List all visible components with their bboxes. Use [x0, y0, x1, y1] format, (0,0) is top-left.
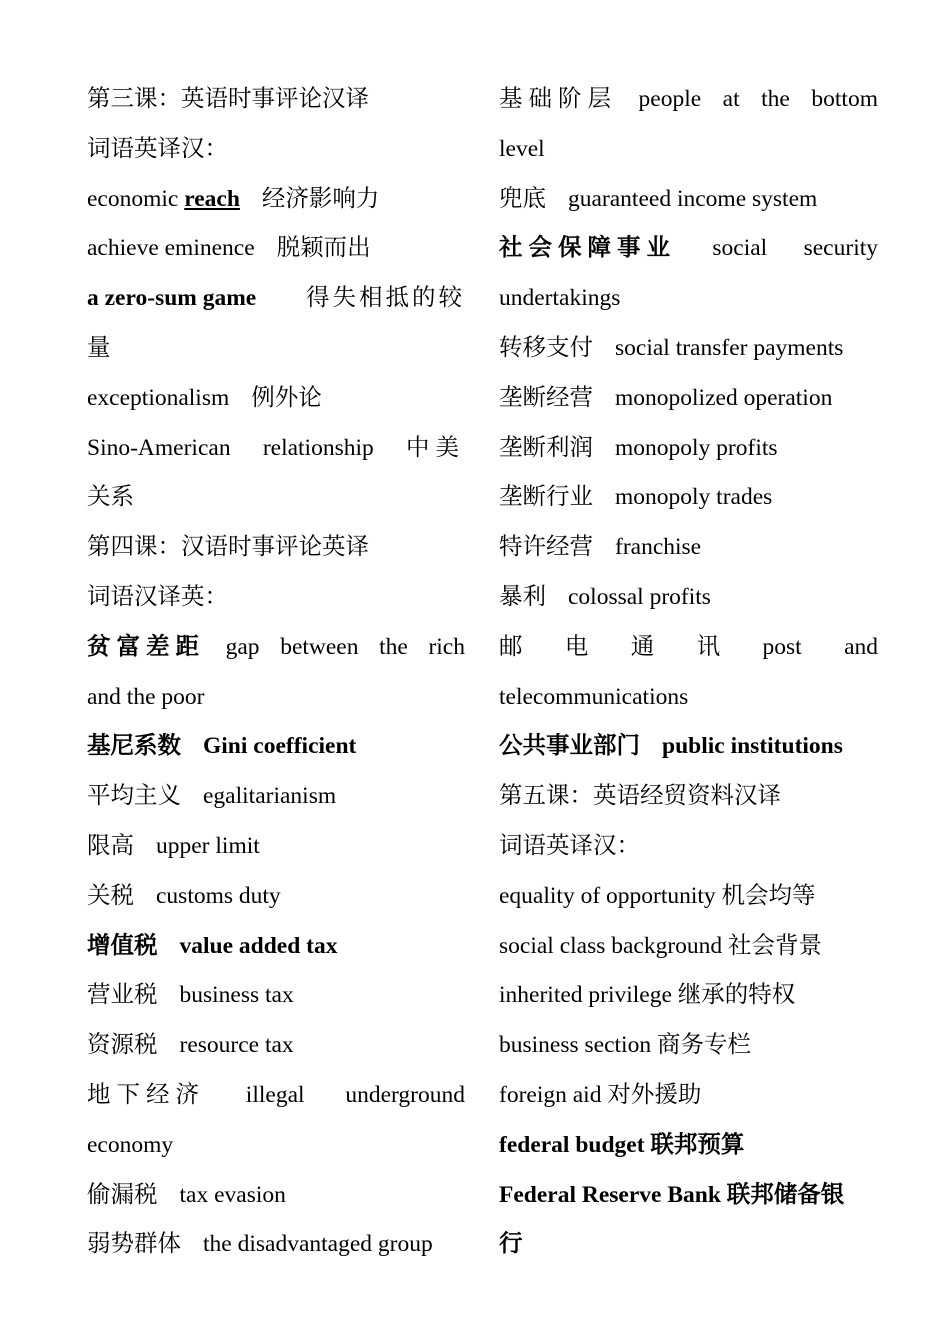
term-row: 基础阶层 people at the bottom [499, 86, 878, 112]
term-row: economic reach 经济影响力 [87, 185, 380, 212]
term-row: 转移支付 social transfer payments [499, 334, 844, 361]
term-row-continued: undertakings [499, 285, 621, 312]
term-row-continued: 关系 [87, 484, 134, 511]
term-row: a zero-sum game 得失相抵的较 [87, 285, 465, 312]
term-row: 暴利 colossal profits [499, 583, 711, 610]
term-row: achieve eminence 脱颖而出 [87, 235, 371, 262]
term-row: 公共事业部门 public institutions [499, 733, 843, 760]
term-row: 弱势群体 the disadvantaged group [87, 1231, 433, 1258]
term-row: federal budget 联邦预算 [499, 1131, 745, 1158]
term-row: 垄断利润 monopoly profits [499, 434, 778, 461]
term-row: 垄断经营 monopolized operation [499, 384, 833, 411]
term-row: 地下经济 illegal underground [87, 1081, 465, 1108]
term-row: foreign aid 对外援助 [499, 1081, 702, 1108]
term-row-continued: 量 [87, 334, 111, 361]
term-row: 增值税 value added tax [87, 932, 338, 959]
term-row: 社会保障事业 social security [499, 235, 878, 262]
section-heading: 词语汉译英： [87, 583, 228, 610]
term-row: 兜底 guaranteed income system [499, 185, 818, 212]
term-row: social class background 社会背景 [499, 932, 823, 959]
term-row-continued: economy [87, 1131, 174, 1158]
term-row-continued: 行 [499, 1231, 523, 1258]
lesson-5-heading: 第五课：英语经贸资料汉译 [499, 783, 781, 810]
term-row: 偷漏税 tax evasion [87, 1181, 286, 1208]
lesson-3-heading: 第三课：英语时事评论汉译 [87, 86, 369, 112]
term-row: 垄断行业 monopoly trades [499, 484, 773, 511]
term-row: 特许经营 franchise [499, 534, 702, 561]
term-row: 关税 customs duty [87, 882, 281, 909]
term-row: equality of opportunity 机会均等 [499, 882, 816, 909]
term-row-continued: level [499, 135, 545, 162]
term-row: business section 商务专栏 [499, 1032, 751, 1059]
underlined-term: reach [184, 185, 240, 212]
right-column [499, 75, 878, 1270]
term-row-continued: telecommunications [499, 683, 689, 710]
term-row: inherited privilege 继承的特权 [499, 982, 796, 1009]
term-row-continued: and the poor [87, 683, 205, 710]
section-heading: 词语英译汉： [87, 135, 228, 162]
term-row: 贫富差距 gap between the rich [87, 633, 465, 660]
lesson-4-heading: 第四课：汉语时事评论英译 [87, 534, 369, 561]
term-row: 基尼系数 Gini coefficient [87, 733, 357, 760]
term-row: Federal Reserve Bank 联邦储备银 [499, 1181, 845, 1208]
term-row: 邮 电 通 讯 post and [499, 633, 878, 660]
term-row: 营业税 business tax [87, 982, 294, 1009]
section-heading: 词语英译汉： [499, 832, 640, 859]
left-column [87, 75, 465, 1270]
term-row: exceptionalism 例外论 [87, 384, 322, 411]
term-row: Sino-American relationship 中美 [87, 434, 465, 461]
term-row: 资源税 resource tax [87, 1032, 294, 1059]
term-row: 平均主义 egalitarianism [87, 783, 337, 810]
term-row: 限高 upper limit [87, 832, 260, 859]
